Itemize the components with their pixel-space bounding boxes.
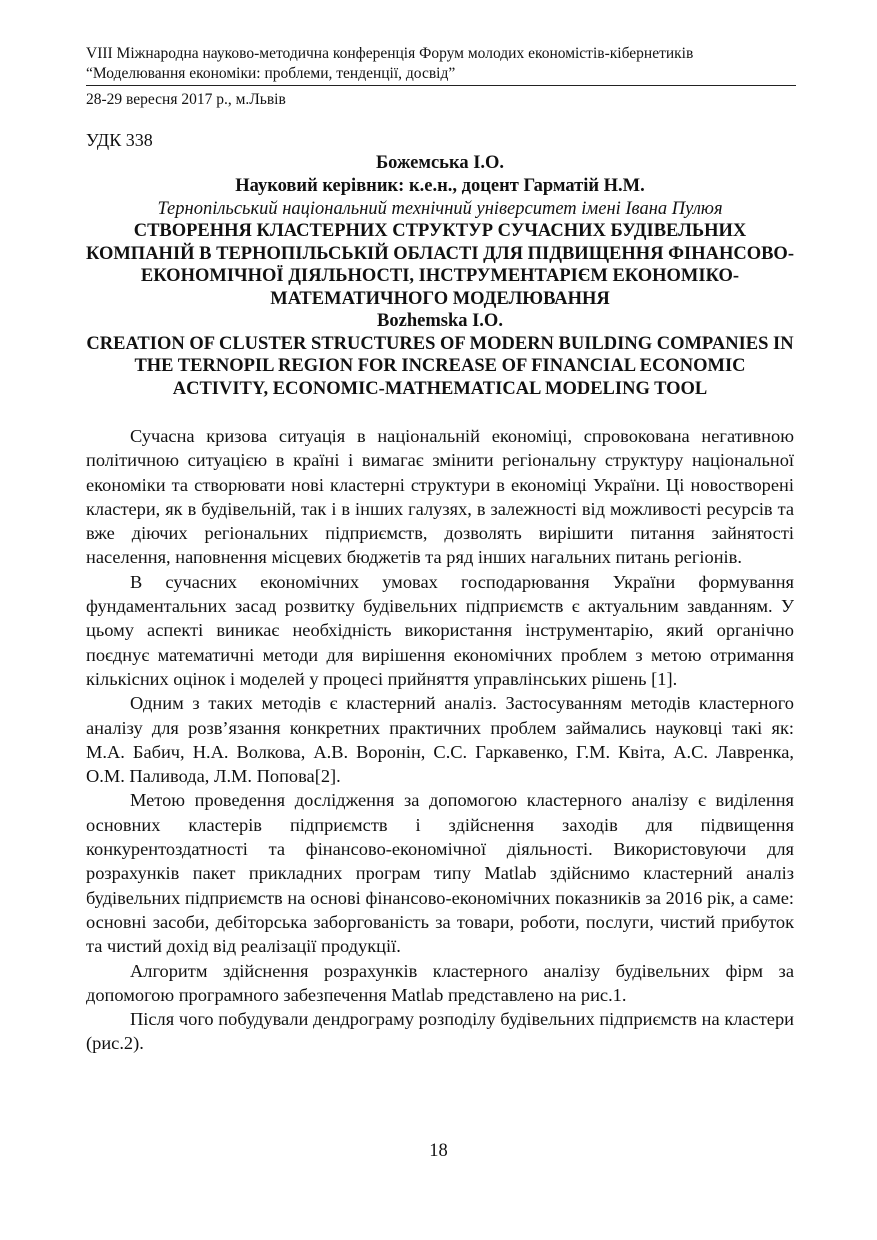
scientific-advisor: Науковий керівник: к.е.н., доцент Гарматій Н.М.: [235, 176, 645, 196]
article-body: [86, 424, 794, 1056]
conference-theme: “Моделювання економіки: проблеми, тенденції, досвід”: [86, 65, 456, 82]
paper-page: [86, 44, 794, 1056]
paragraph: Сучасна кризова ситуація в національній економіці, спровокована негативною політичною ситуацією в країні і вимагає змінити регіональну структуру національної економіки та створювати нові кластерні структури в економіці України. Ці новостворені кластери, як в будівельній, так і в інших галузях, в залежності від можливості ресурсів та вже діючих регіональних підприємств, дозволять вирішити питання зайнятості населення, наповнення місцевих бюджетів та ряд інших нагальних питань регіонів.: [86, 426, 794, 568]
title-en: CREATION OF CLUSTER STRUCTURES OF MODERN BUILDING COMPANIES IN THE TERNOPIL REGION FOR INCREASE OF FINANCIAL ECONOMIC ACTIVITY, ECONOMIC-MATHEMATICAL MODELING TOOL: [86, 333, 794, 399]
university: Тернопільський національний технічний університет імені Івана Пулюя: [157, 199, 723, 219]
header-divider: [86, 85, 796, 86]
paragraph: Алгоритм здійснення розрахунків кластерного аналізу будівельних фірм за допомогою програмного забезпечення Matlab представлено на рис.1.: [86, 960, 794, 1005]
conference-header: [86, 44, 794, 84]
conference-date: 28-29 вересня 2017 р., м.Львів: [86, 91, 286, 108]
title-ua: СТВОРЕННЯ КЛАСТЕРНИХ СТРУКТУР СУЧАСНИХ БУДІВЕЛЬНИХ КОМПАНІЙ В ТЕРНОПІЛЬСЬКІЙ ОБЛАСТІ ДЛЯ ПІДВИЩЕННЯ ФІНАНСОВО-ЕКОНОМІЧНОЇ ДІЯЛЬНОСТІ, ІНСТРУМЕНТАРІЄМ ЕКОНОМІКО-МАТЕМАТИЧНОГО МОДЕЛЮВАННЯ: [86, 221, 794, 309]
udk-code: УДК 338: [86, 130, 153, 150]
author-ua: Божемська І.О.: [375, 153, 505, 173]
paragraph: Одним з таких методів є кластерний аналіз. Застосуванням методів кластерного аналізу для розв’язання конкретних практичних проблем займались науковці такі як: М.А. Бабич, Н.А. Волкова, А.В. Воронін, С.С. Гаркавенко, Г.М. Квіта, А.С. Лавренка, О.М. Паливода, Л.М. Попова[2].: [86, 693, 794, 787]
conference-title: VIII Міжнародна науково-методична конференція Форум молодих економістів-кібернетиків: [86, 45, 694, 62]
author-en: Bozhemska I.O.: [377, 311, 503, 331]
paragraph: В сучасних економічних умовах господарювання України формування фундаментальних засад розвитку будівельних підприємств є актуальним завданням. У цьому аспекті виникає необхідність використання інструментарію, який органічно поєднує математичні методи для вирішення економічних проблем з метою отримання кількісних оцінок і моделей у процесі прийняття управлінських рішень [1].: [86, 571, 794, 689]
paragraph: Після чого побудували дендрограму розподілу будівельних підприємств на кластери (рис.2).: [86, 1009, 794, 1054]
page-number: 18: [429, 1141, 448, 1161]
paragraph: Метою проведення дослідження за допомогою кластерного аналізу є виділення основних кластерів підприємств і здійснення заходів для підвищення конкурентоздатності та фінансово-економічної діяльності. Використовуючи для розрахунків пакет прикладних програм типу Matlab здійснимо кластерний аналіз будівельних підприємств на основі фінансово-економічних показників за 2016 рік, а саме: основні засоби, дебіторська заборгованість за товари, роботи, послуги, чистий прибуток та чистий дохід від реалізації продукції.: [86, 790, 794, 957]
